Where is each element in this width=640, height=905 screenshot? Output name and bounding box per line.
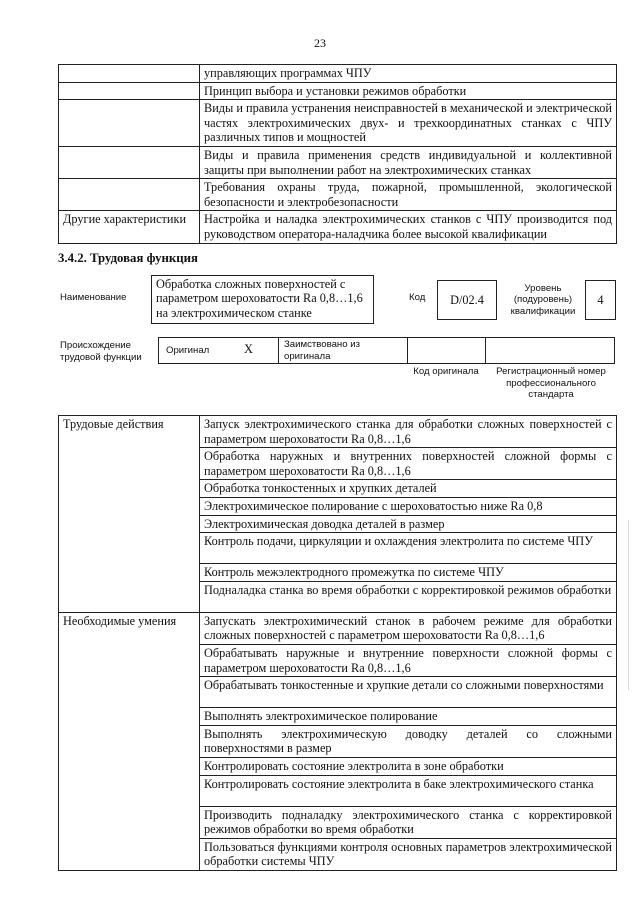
table-row [59, 211, 617, 243]
function-table [58, 415, 617, 871]
level-label: Уровень (подуровень) квалификации [510, 282, 576, 317]
name-label: Наименование [60, 292, 127, 303]
origin-divider-1 [278, 337, 279, 364]
table-row [59, 612, 617, 644]
section-title: 3.4.2. Трудовая функция [58, 251, 198, 265]
row-label [59, 146, 200, 178]
name-value-box: Обработка сложных поверхностей с параметром шероховатости Ra 0,8…1,6 на электрохимическом станке [151, 275, 374, 324]
list-item: Обработка наружных и внутренних поверхностей сложной формы с параметром шероховатости Ra 0,8…1,6 [200, 448, 617, 480]
list-item: Запуск электрохимического станка для обработки сложных поверхностей с параметром шероховатости Ra 0,8…1,6 [200, 416, 617, 448]
page-number: 23 [314, 36, 326, 50]
list-item: Электрохимическая доводка деталей в размер [200, 515, 617, 533]
list-item: Запускать электрохимический станок в рабочем режиме для обработки сложных поверхностей с параметром шероховатости Ra 0,8…1,6 [200, 612, 617, 644]
scan-edge-mark [628, 520, 637, 690]
origin-label: Происхождение трудовой функции [60, 340, 142, 363]
code-caption: Код оригинала [413, 366, 479, 377]
list-item: Обработка тонкостенных и хрупких деталей [200, 480, 617, 498]
original-mark: X [244, 342, 254, 356]
row-text: Принцип выбора и установки режимов обработки [200, 82, 617, 100]
table-row [59, 82, 617, 100]
row-text: Виды и правила устранения неисправностей в механической и электрической частях электрохимических двух- и трехкоординатных станках с ЧПУ различных типов и мощностей [200, 100, 617, 147]
row-text: Требования охраны труда, пожарной, промышленной, экологической безопасности и электробезопасности [200, 179, 617, 211]
list-item: Контролировать состояние электролита в баке электрохимического станка [200, 775, 617, 806]
row-label [59, 82, 200, 100]
list-item: Обрабатывать наружные и внутренние поверхности сложной формы с параметром шероховатости Ra 0,8…1,6 [200, 644, 617, 676]
row-text: Настройка и наладка электрохимических станков с ЧПУ производится под руководством оператора-наладчика более высокой квалификации [200, 211, 617, 243]
origin-divider-2 [407, 337, 408, 364]
list-item: Выполнять электрохимическую доводку деталей со сложными поверхностями в размер [200, 725, 617, 757]
row-label [59, 179, 200, 211]
list-item: Подналадка станка во время обработки с корректировкой режимов обработки [200, 581, 617, 612]
table-row [59, 416, 617, 448]
row-label: Другие характеристики [59, 211, 200, 243]
list-item: Электрохимическое полирование с шероховатостью ниже Ra 0,8 [200, 497, 617, 515]
list-item: Контроль межэлектродного промежутка по системе ЧПУ [200, 564, 617, 582]
table-row [59, 65, 617, 83]
level-value-box: 4 [585, 280, 616, 320]
actions-label: Трудовые действия [59, 416, 200, 613]
code-value-box: D/02.4 [437, 280, 497, 320]
list-item: Контролировать состояние электролита в зоне обработки [200, 757, 617, 775]
table-row [59, 100, 617, 147]
table-row [59, 179, 617, 211]
origin-divider-3 [485, 337, 486, 364]
code-label: Код [409, 292, 426, 303]
knowledge-table [58, 64, 617, 244]
borrowed-label: Заимствовано из оригинала [284, 339, 360, 362]
row-text: Виды и правила применения средств индивидуальной и коллективной защиты при выполнении работ на электрохимических станках [200, 146, 617, 178]
row-label [59, 100, 200, 147]
row-label [59, 65, 200, 83]
list-item: Контроль подачи, циркуляции и охлаждения электролита по системе ЧПУ [200, 533, 617, 564]
list-item: Пользоваться функциями контроля основных параметров электрохимической обработки системы ЧПУ [200, 838, 617, 870]
list-item: Производить подналадку электрохимического станка с корректировкой режимов обработки во время обработки [200, 806, 617, 838]
reg-caption: Регистрационный номер профессионального стандарта [496, 366, 606, 400]
list-item: Обрабатывать тонкостенные и хрупкие детали со сложными поверхностями [200, 677, 617, 708]
table-row [59, 146, 617, 178]
list-item: Выполнять электрохимическое полирование [200, 708, 617, 726]
row-text: управляющих программах ЧПУ [200, 65, 617, 83]
original-label: Оригинал [166, 345, 210, 356]
skills-label: Необходимые умения [59, 612, 200, 870]
